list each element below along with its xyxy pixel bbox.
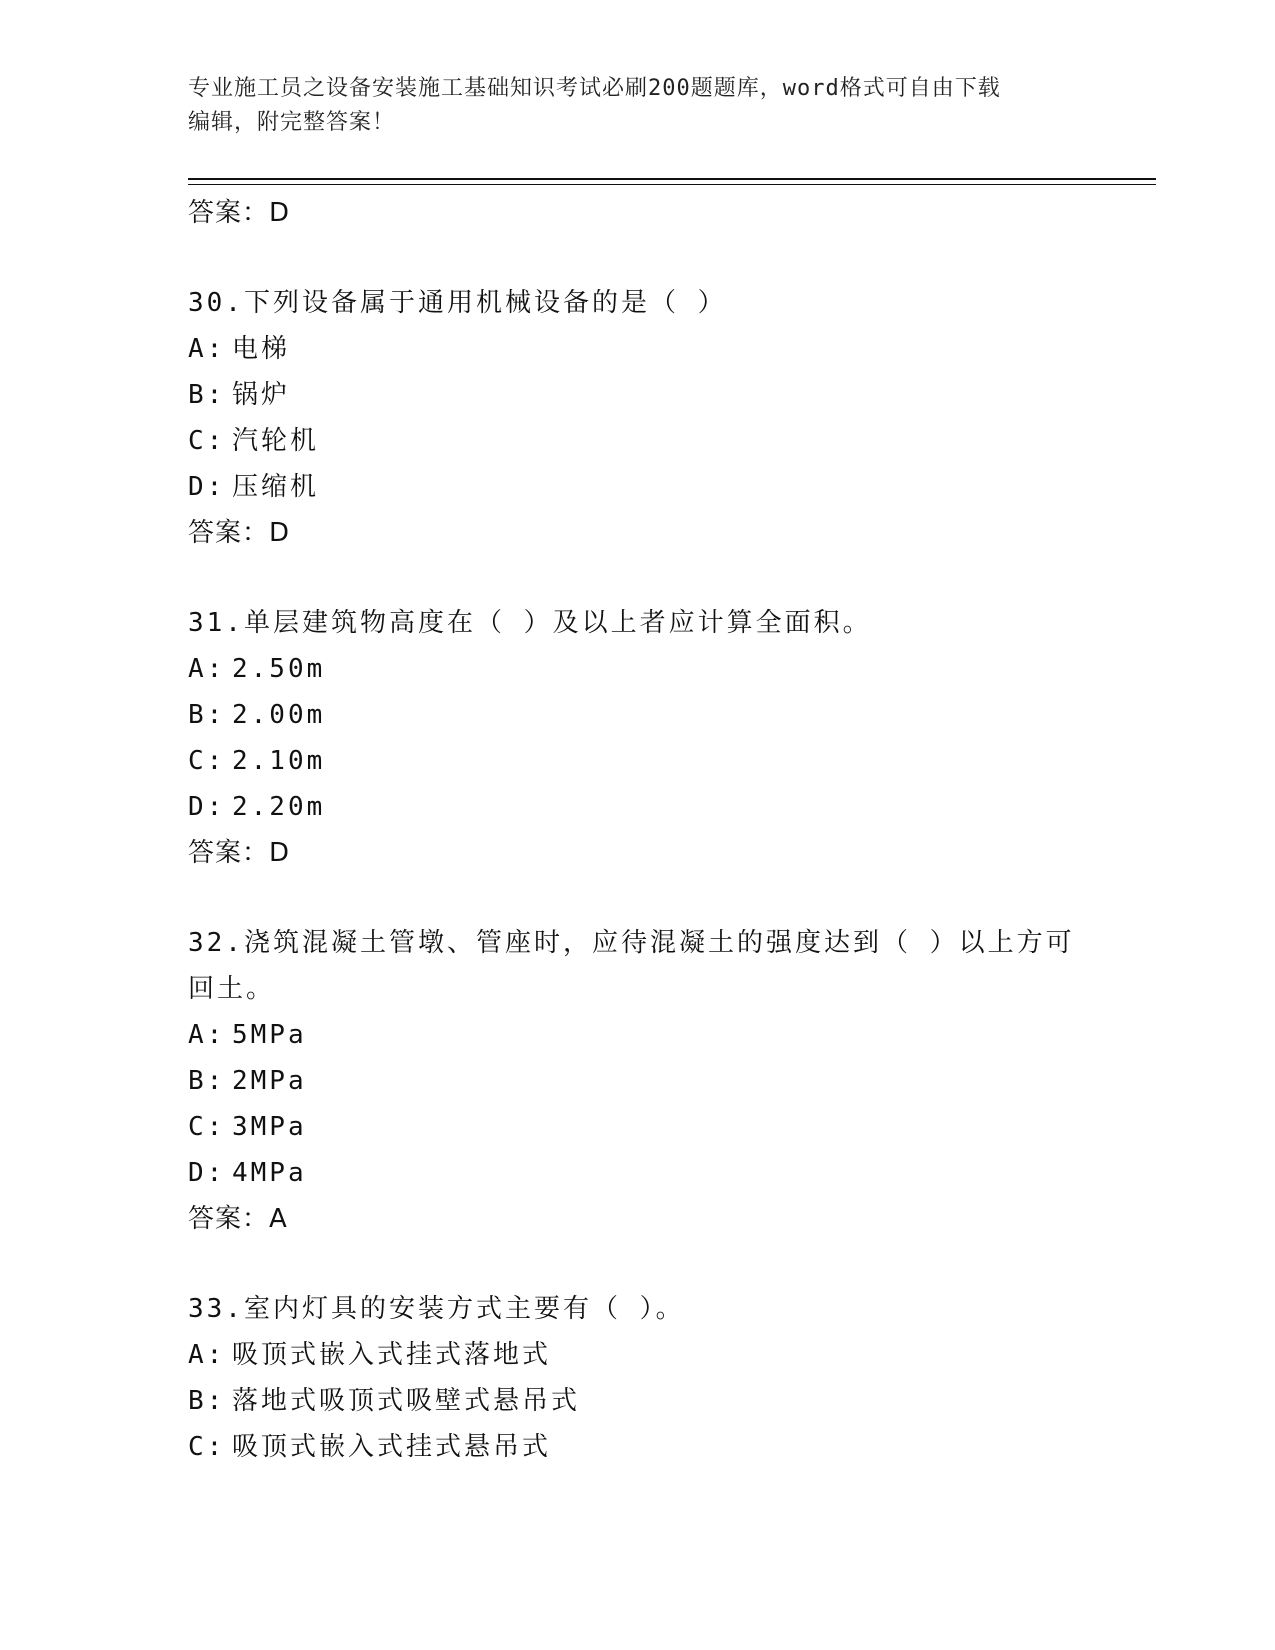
option-a	[188, 326, 1088, 372]
option-label: B:	[188, 1066, 226, 1096]
option-label: C:	[188, 426, 226, 456]
option-label: D:	[188, 472, 226, 502]
option-text: 5MPa	[232, 1020, 307, 1050]
option-text: 2MPa	[232, 1066, 307, 1096]
option-text: 3MPa	[232, 1112, 307, 1142]
option-c	[188, 738, 1088, 784]
option-label: A:	[188, 1020, 226, 1050]
question-list	[188, 190, 1088, 1470]
option-text: 电梯	[232, 334, 291, 364]
option-d	[188, 464, 1088, 510]
option-b	[188, 692, 1088, 738]
option-label: A:	[188, 334, 226, 364]
option-label: C:	[188, 746, 226, 776]
option-a	[188, 1332, 1088, 1378]
option-text: 落地式吸顶式吸壁式悬吊式	[232, 1386, 581, 1416]
option-text: 吸顶式嵌入式挂式悬吊式	[232, 1432, 552, 1462]
header-divider	[188, 178, 1156, 180]
option-d	[188, 1150, 1088, 1196]
option-c	[188, 1424, 1088, 1470]
option-label: A:	[188, 1340, 226, 1370]
option-b	[188, 372, 1088, 418]
option-label: D:	[188, 792, 226, 822]
option-label: B:	[188, 700, 226, 730]
option-text: 吸顶式嵌入式挂式落地式	[232, 1340, 552, 1370]
option-label: A:	[188, 654, 226, 684]
option-d	[188, 784, 1088, 830]
option-b	[188, 1378, 1088, 1424]
option-text: 锅炉	[232, 380, 291, 410]
option-label: D:	[188, 1158, 226, 1188]
question-31: 31.单层建筑物高度在（ ）及以上者应计算全面积。	[188, 608, 872, 638]
option-text: 2.00m	[232, 700, 326, 730]
question-32: 32.浇筑混凝土管墩、管座时，应待混凝土的强度达到（ ）以上方可回土。	[188, 928, 1075, 1004]
answer-31: 答案：D	[188, 838, 291, 868]
previous-answer: 答案：D	[188, 198, 291, 228]
header-line-2: 编辑，附完整答案！	[188, 110, 396, 135]
option-c	[188, 418, 1088, 464]
header-line-1: 专业施工员之设备安装施工基础知识考试必刷200题题库，word格式可自由下载	[188, 76, 1001, 101]
option-a	[188, 1012, 1088, 1058]
header-divider-thin	[188, 184, 1156, 185]
answer-30: 答案：D	[188, 518, 291, 548]
option-label: C:	[188, 1432, 226, 1462]
option-text: 汽轮机	[232, 426, 320, 456]
option-a	[188, 646, 1088, 692]
option-text: 2.10m	[232, 746, 326, 776]
answer-32: 答案：A	[188, 1204, 288, 1234]
option-label: B:	[188, 380, 226, 410]
option-label: B:	[188, 1386, 226, 1416]
option-text: 压缩机	[232, 472, 320, 502]
option-text: 2.50m	[232, 654, 326, 684]
option-b	[188, 1058, 1088, 1104]
question-30: 30.下列设备属于通用机械设备的是（ ）	[188, 288, 727, 318]
option-label: C:	[188, 1112, 226, 1142]
option-text: 4MPa	[232, 1158, 307, 1188]
document-header	[188, 72, 1088, 140]
option-text: 2.20m	[232, 792, 326, 822]
option-c	[188, 1104, 1088, 1150]
question-33: 33.室内灯具的安装方式主要有（ ）。	[188, 1294, 685, 1324]
